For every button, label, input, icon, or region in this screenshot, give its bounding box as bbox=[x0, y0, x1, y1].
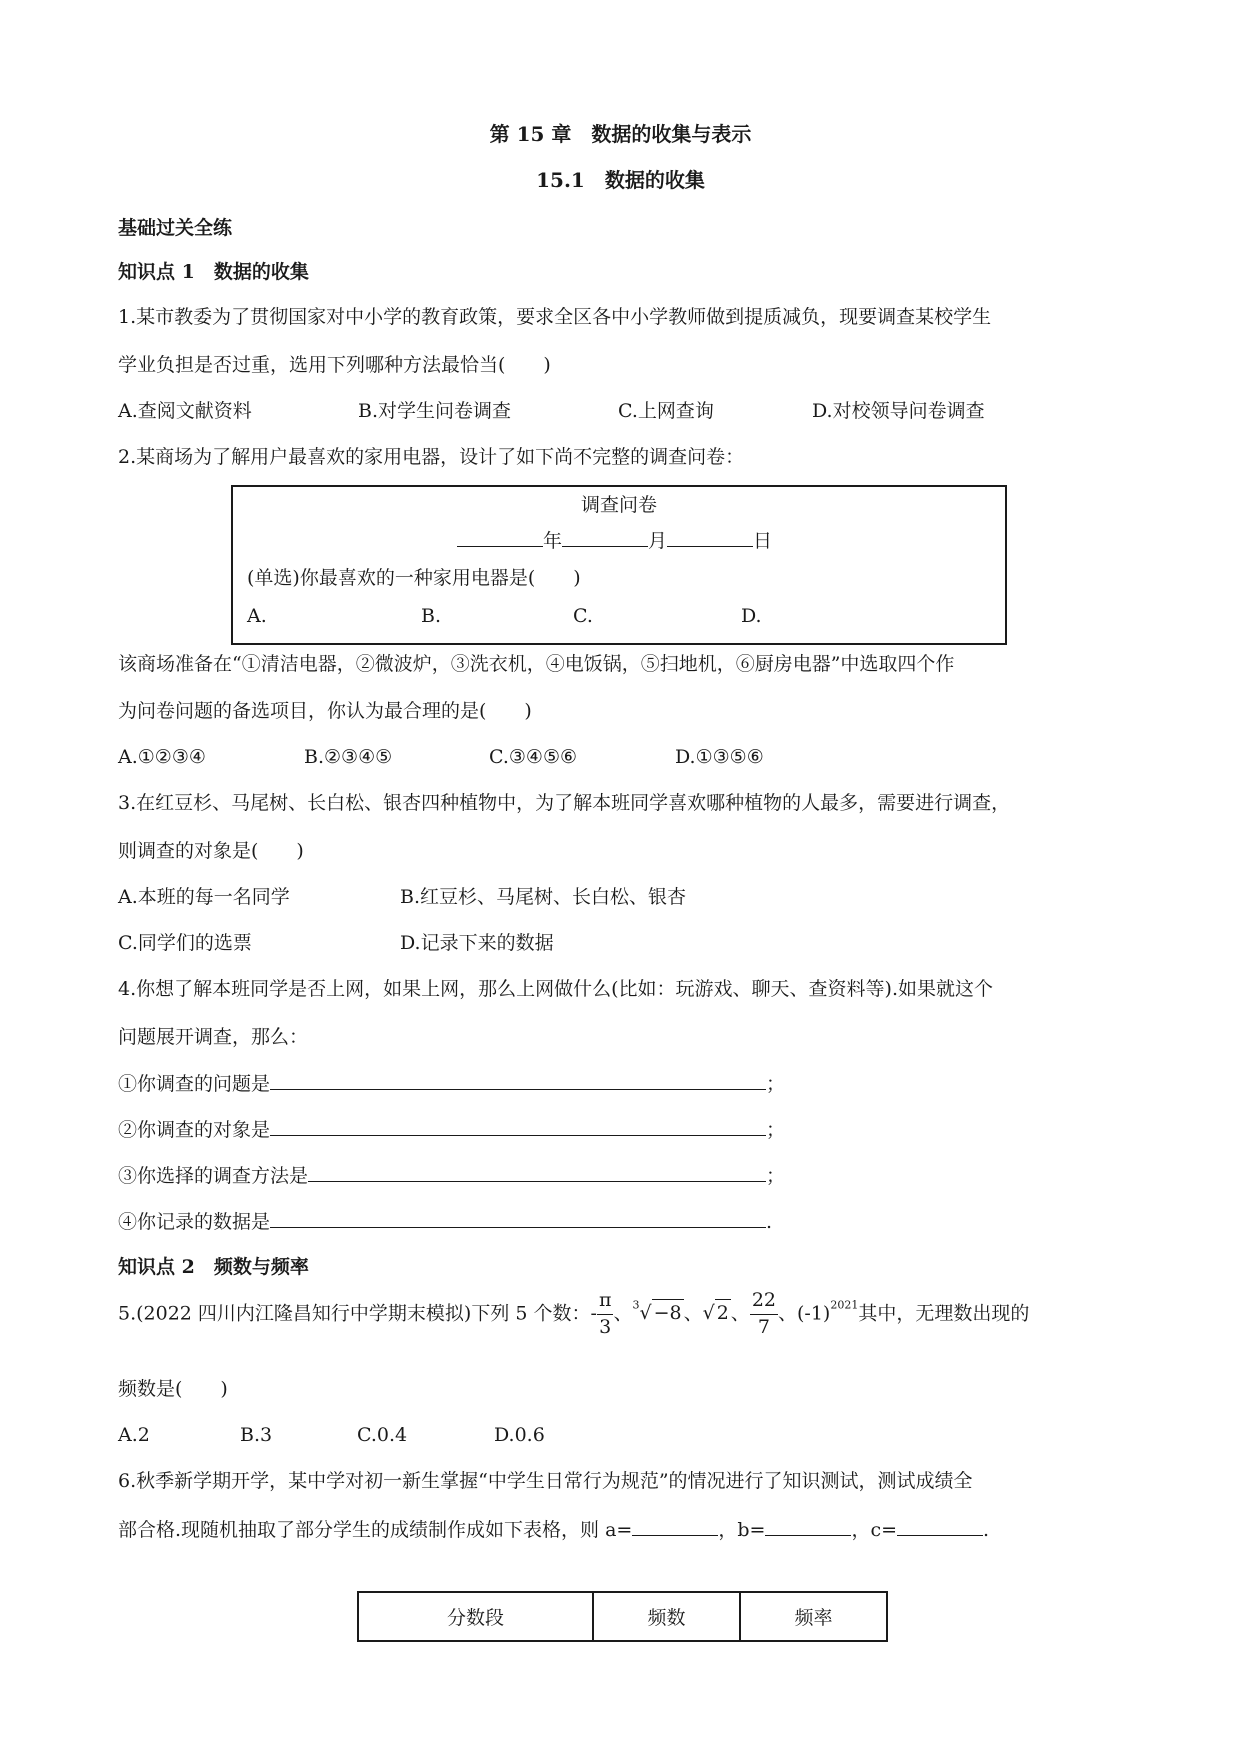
power-base: (-1) bbox=[797, 1302, 831, 1325]
practice-heading: 基础过关全练 bbox=[118, 217, 233, 239]
survey-questionnaire-box bbox=[231, 485, 1007, 645]
answer-blank[interactable] bbox=[270, 1212, 766, 1228]
q4-item-end: ； bbox=[766, 1165, 786, 1187]
q2-stem-line1: 2.某商场为了解用户最喜欢的家用电器，设计了如下尚不完整的调查问卷： bbox=[118, 446, 745, 468]
separator: 、 bbox=[613, 1302, 633, 1325]
q4-item-3 bbox=[118, 1166, 785, 1186]
q3-stem-line2: 则调查的对象是( ) bbox=[118, 840, 304, 862]
year-label: 年 bbox=[543, 530, 563, 552]
q4-item-4 bbox=[118, 1212, 772, 1232]
fraction-numerator: π bbox=[597, 1291, 614, 1315]
b-label: ，b= bbox=[718, 1519, 766, 1541]
survey-choice-d: D. bbox=[741, 605, 762, 627]
answer-blank[interactable] bbox=[270, 1074, 766, 1090]
q1-option-d: D.对校领导问卷调查 bbox=[812, 400, 985, 422]
q4-item-end: ； bbox=[766, 1073, 786, 1095]
q3-option-d: D.记录下来的数据 bbox=[400, 932, 554, 954]
q6-stem-line1: 6.秋季新学期开学，某中学对初一新生掌握“中学生日常行为规范”的情况进行了知识测试，测试成绩全 bbox=[118, 1470, 973, 1492]
q5-prefix: 5.(2022 四川内江隆昌知行中学期末模拟)下列 5 个数： bbox=[118, 1302, 591, 1325]
answer-blank[interactable] bbox=[270, 1120, 766, 1136]
power-exponent: 2021 bbox=[830, 1298, 859, 1312]
fraction-numerator: 22 bbox=[750, 1291, 778, 1315]
q1-option-a: A.查阅文献资料 bbox=[118, 400, 252, 422]
q5-option-d: D.0.6 bbox=[494, 1424, 545, 1446]
negative-sign: - bbox=[590, 1302, 597, 1325]
header-score-range: 分数段 bbox=[358, 1592, 593, 1641]
q4-item-label: ②你调查的对象是 bbox=[118, 1119, 271, 1141]
survey-choice-a: A. bbox=[247, 605, 267, 627]
q5-option-c: C.0.4 bbox=[357, 1424, 408, 1446]
survey-choice-c: C. bbox=[573, 605, 593, 627]
table-header-row bbox=[358, 1592, 887, 1641]
q3-option-a: A.本班的每一名同学 bbox=[118, 886, 290, 908]
q1-option-c: C.上网查询 bbox=[618, 400, 714, 422]
q5-stem-line1 bbox=[118, 1291, 1029, 1338]
header-frequency-count: 频数 bbox=[593, 1592, 740, 1641]
survey-date-line bbox=[457, 531, 772, 551]
separator: 、 bbox=[683, 1302, 703, 1325]
survey-choice-b: B. bbox=[421, 605, 442, 627]
a-answer-blank[interactable] bbox=[632, 1520, 718, 1536]
cube-root: √ −8 bbox=[639, 1304, 683, 1323]
q3-option-c: C.同学们的选票 bbox=[118, 932, 252, 954]
fraction-denominator: 7 bbox=[757, 1315, 770, 1338]
survey-question: (单选)你最喜欢的一种家用电器是( ) bbox=[247, 567, 581, 589]
q1-option-b: B.对学生问卷调查 bbox=[358, 400, 512, 422]
q4-item-label: ③你选择的调查方法是 bbox=[118, 1165, 309, 1187]
day-blank bbox=[667, 531, 753, 547]
q4-stem-line1: 4.你想了解本班同学是否上网，如果上网，那么上网做什么(比如：玩游戏、聊天、查资料等).如果就这个 bbox=[118, 978, 993, 1000]
separator: 、 bbox=[778, 1302, 798, 1325]
fraction-denominator: 3 bbox=[599, 1315, 612, 1338]
day-label: 日 bbox=[753, 530, 773, 552]
q3-option-b: B.红豆杉、马尾树、长白松、银杏 bbox=[400, 886, 687, 908]
q4-item-label: ④你记录的数据是 bbox=[118, 1211, 271, 1233]
section-title: 15.1 数据的收集 bbox=[536, 168, 705, 192]
q2-stem-line2: 该商场准备在“①清洁电器，②微波炉，③洗衣机，④电饭锅，⑤扫地机，⑥厨房电器”中选取四个作 bbox=[118, 653, 955, 675]
q5-option-a: A.2 bbox=[118, 1424, 150, 1446]
q2-option-b: B.②③④⑤ bbox=[304, 746, 393, 768]
answer-blank[interactable] bbox=[308, 1166, 766, 1182]
q4-item-2 bbox=[118, 1120, 785, 1140]
q4-item-label: ①你调查的问题是 bbox=[118, 1073, 271, 1095]
q5-option-b: B.3 bbox=[240, 1424, 273, 1446]
c-answer-blank[interactable] bbox=[897, 1520, 983, 1536]
month-label: 月 bbox=[648, 530, 668, 552]
q1-stem-line2: 学业负担是否过重，选用下列哪种方法最恰当( ) bbox=[118, 354, 551, 376]
fraction-22-over-7 bbox=[750, 1291, 778, 1338]
q2-option-d: D.①③⑤⑥ bbox=[675, 746, 764, 768]
radicand: −8 bbox=[652, 1299, 684, 1324]
square-root: √ 2 bbox=[703, 1304, 731, 1323]
survey-title: 调查问卷 bbox=[580, 494, 657, 516]
month-blank bbox=[562, 531, 648, 547]
q2-stem-line3: 为问卷问题的备选项目，你认为最合理的是( ) bbox=[118, 700, 532, 722]
cube-root-index: 3 bbox=[632, 1298, 640, 1312]
year-blank bbox=[457, 531, 543, 547]
q5-stem-line2: 频数是( ) bbox=[118, 1378, 228, 1400]
header-frequency-rate: 频率 bbox=[740, 1592, 887, 1641]
q4-item-1 bbox=[118, 1074, 785, 1094]
frequency-table bbox=[357, 1591, 888, 1642]
q4-item-end: . bbox=[766, 1211, 773, 1233]
knowledge-point-1-heading: 知识点 1 数据的收集 bbox=[118, 261, 309, 283]
knowledge-point-2-heading: 知识点 2 频数与频率 bbox=[118, 1256, 309, 1278]
q6-end: . bbox=[983, 1519, 990, 1541]
q4-item-end: ； bbox=[766, 1119, 786, 1141]
fraction-pi-over-3 bbox=[597, 1291, 614, 1338]
radicand: 2 bbox=[715, 1299, 731, 1324]
q4-stem-line2: 问题展开调查，那么： bbox=[118, 1026, 309, 1048]
q1-stem-line1: 1.某市教委为了贯彻国家对中小学的教育政策，要求全区各中小学教师做到提质减负，现要调查某校学生 bbox=[118, 306, 992, 328]
separator: 、 bbox=[730, 1302, 750, 1325]
q6-line2-text: 部合格.现随机抽取了部分学生的成绩制作成如下表格，则 a= bbox=[118, 1519, 633, 1541]
q5-suffix: 其中，无理数出现的 bbox=[858, 1302, 1030, 1325]
b-answer-blank[interactable] bbox=[765, 1520, 851, 1536]
q3-stem-line1: 3.在红豆杉、马尾树、长白松、银杏四种植物中，为了解本班同学喜欢哪种植物的人最多，需要进行调查， bbox=[118, 792, 1011, 814]
q2-option-c: C.③④⑤⑥ bbox=[489, 746, 578, 768]
chapter-title: 第 15 章 数据的收集与表示 bbox=[489, 122, 752, 146]
q6-stem-line2 bbox=[118, 1520, 989, 1540]
c-label: ，c= bbox=[851, 1519, 897, 1541]
q2-option-a: A.①②③④ bbox=[118, 746, 206, 768]
